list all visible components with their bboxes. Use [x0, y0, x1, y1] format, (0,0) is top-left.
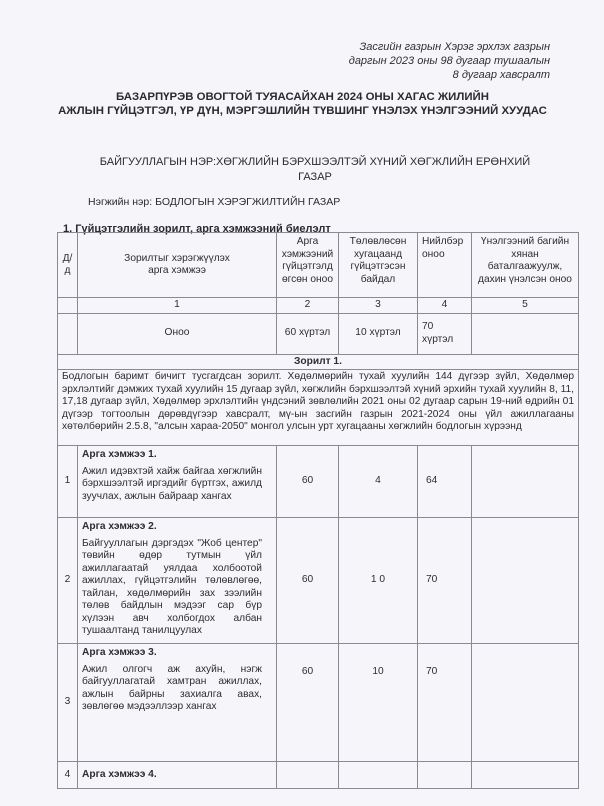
measure-title: Арга хэмжээ 1. [82, 449, 157, 460]
performance-table [57, 232, 579, 789]
header-measure: Зорилтыг хэрэгжүүлэх арга хэмжээ [78, 233, 277, 298]
measure-score: 60 [277, 644, 339, 762]
organization-line-1: БАЙГУУЛЛАГЫН НЭР:ХӨГЖЛИЙН БЭРХШЭЭЛТЭЙ ХҮНИЙ ХӨГЖЛИЙН ЕРӨНХИЙ [99, 156, 531, 168]
measure-timeliness: 1 0 [339, 518, 418, 644]
measure-row [58, 644, 579, 762]
measure-title: Арга хэмжээ 2. [82, 521, 157, 532]
measure-row [58, 446, 579, 518]
column-number-4: 4 [418, 298, 472, 314]
score-row-reviewed [472, 313, 579, 354]
measure-total: 70 [418, 644, 472, 762]
header-score: Арга хэмжээний гүйцэтгэлд өгсөн оноо [277, 233, 339, 298]
measure-reviewed [472, 518, 579, 644]
measure-timeliness: 10 [339, 644, 418, 762]
measure-score: 60 [277, 446, 339, 518]
objective-description: Бодлогын баримт бичигт тусгагдсан зорилт. Хөдөлмөрийн тухай хуулийн 144 дүгээр зүйл, Хөдөлмөр эрхлэлтийг дэмжих тухай хуулийн 15 дугаар зүйл, хөгжлийн бэрхшээлтэй хүний эрхийн тухай хуулийн 8, 11, 17,18 дугаар зүйл, Хөдөлмөр эрхлэлтийн үндсэний зөвлөлийн 2021 оны 02 дугаар сарын 19-ний өдрийн 01 дүгээр тогтоолын дөрөвдүгээр хавсралт, мү-ын засгийн газрын 2021-2024 оны үйл ажиллагааны хөтөлбөрийн 2.5.8, "алсын хараа-2050" монгол улсын урт хугацааны хөгжлийн бодлогын хүрээнд [58, 370, 579, 446]
annex-line-2: даргын 2023 оны 98 дугаар тушаалын [348, 55, 550, 67]
measure-score: 60 [277, 518, 339, 644]
column-number-5: 5 [472, 298, 579, 314]
measure-timeliness [339, 762, 418, 789]
measure-timeliness: 4 [339, 446, 418, 518]
annex-line-3: 8 дугаар хавсралт [452, 69, 550, 81]
unit-name: Нэгжийн нэр: БОДЛОГЫН ХЭРЭГЖИЛТИЙН ГАЗАР [88, 196, 341, 208]
header-total: Нийлбэр оноо [418, 233, 472, 298]
score-row-label: Оноо [78, 313, 277, 354]
score-row [58, 313, 579, 354]
measure-total [418, 762, 472, 789]
measure-reviewed [472, 644, 579, 762]
score-row-blank [58, 313, 78, 354]
measure-cell [78, 644, 277, 762]
measure-cell [78, 446, 277, 518]
header-num: Д/д [58, 233, 78, 298]
measure-reviewed [472, 446, 579, 518]
score-row-max-total: 70 хүртэл [418, 313, 472, 354]
column-number-row [58, 298, 579, 314]
measure-cell [78, 762, 277, 789]
annex-line-1: Засгийн газрын Хэрэг эрхлэх газрын [359, 41, 550, 53]
organization-name [70, 155, 560, 185]
measure-title: Арга хэмжээ 4. [82, 768, 157, 780]
document-title [30, 90, 575, 118]
measure-score [277, 762, 339, 789]
score-row-max-score: 60 хүртэл [277, 313, 339, 354]
organization-line-2: ГАЗАР [298, 171, 332, 183]
measure-cell [78, 518, 277, 644]
measure-text: Байгууллагын дэргэдэх "Жоб центер" төвийн өдөр тутмын үйл ажиллагаатай уялдаа холбоотой ажиллах, гүйцэтгэлийн төлөвлөгөө, тайлан, хөдөлмөрийн зах зээлийн төлөв байдлын мэдээг сар бүр хүлээн авч холбогдох албан тушаалтанд танилцуулах [82, 537, 262, 636]
column-number-2: 2 [277, 298, 339, 314]
header-row [58, 233, 579, 298]
section-title: 1. Гүйцэтгэлийн зорилт, арга хэмжээний биелэлт [63, 223, 331, 235]
measure-text: Ажил олгогч аж ахуйн, нэгж байгууллагатай хамтран ажиллах, ажлын байрны захиалга авах, зөвлөгөө мэдээллээр хангах [82, 663, 262, 712]
measure-row [58, 762, 579, 789]
measure-num: 1 [58, 446, 78, 518]
title-line-1: БАЗАРПҮРЭВ ОВОГТОЙ ТУЯАСАЙХАН 2024 ОНЫ ХАГАС ЖИЛИЙН [116, 91, 489, 103]
measure-num: 3 [58, 644, 78, 762]
measure-total: 64 [418, 446, 472, 518]
score-row-max-timeliness: 10 хүртэл [339, 313, 418, 354]
measure-text: Ажил идэвхтэй хайж байгаа хөгжлийн бэрхшээлтэй иргэдийг бүртгэх, ажилд зуучлах, ажлын байраар хангах [82, 465, 262, 502]
objective-title: Зорилт 1. [58, 354, 579, 370]
column-number-3: 3 [339, 298, 418, 314]
objective-description-row [58, 370, 579, 446]
annex-reference [300, 40, 550, 82]
measure-reviewed [472, 762, 579, 789]
header-timeliness: Төлөвлөсөн хугацаанд гүйцэтгэсэн байдал [339, 233, 418, 298]
measure-num: 4 [58, 762, 78, 789]
objective-title-row [58, 354, 579, 370]
measure-total: 70 [418, 518, 472, 644]
title-line-2: АЖЛЫН ГҮЙЦЭТГЭЛ, ҮР ДҮН, МЭРГЭШЛИЙН ТҮВШИНГ ҮНЭЛЭХ ҮНЭЛГЭЭНИЙ ХУУДАС [58, 105, 547, 117]
measure-num: 2 [58, 518, 78, 644]
measure-title: Арга хэмжээ 3. [82, 647, 157, 658]
header-reviewed: Үнэлгээний багийн хянан баталгаажуулж, дахин үнэлсэн оноо [472, 233, 579, 298]
measure-row [58, 518, 579, 644]
column-number-1: 1 [78, 298, 277, 314]
column-number-blank [58, 298, 78, 314]
